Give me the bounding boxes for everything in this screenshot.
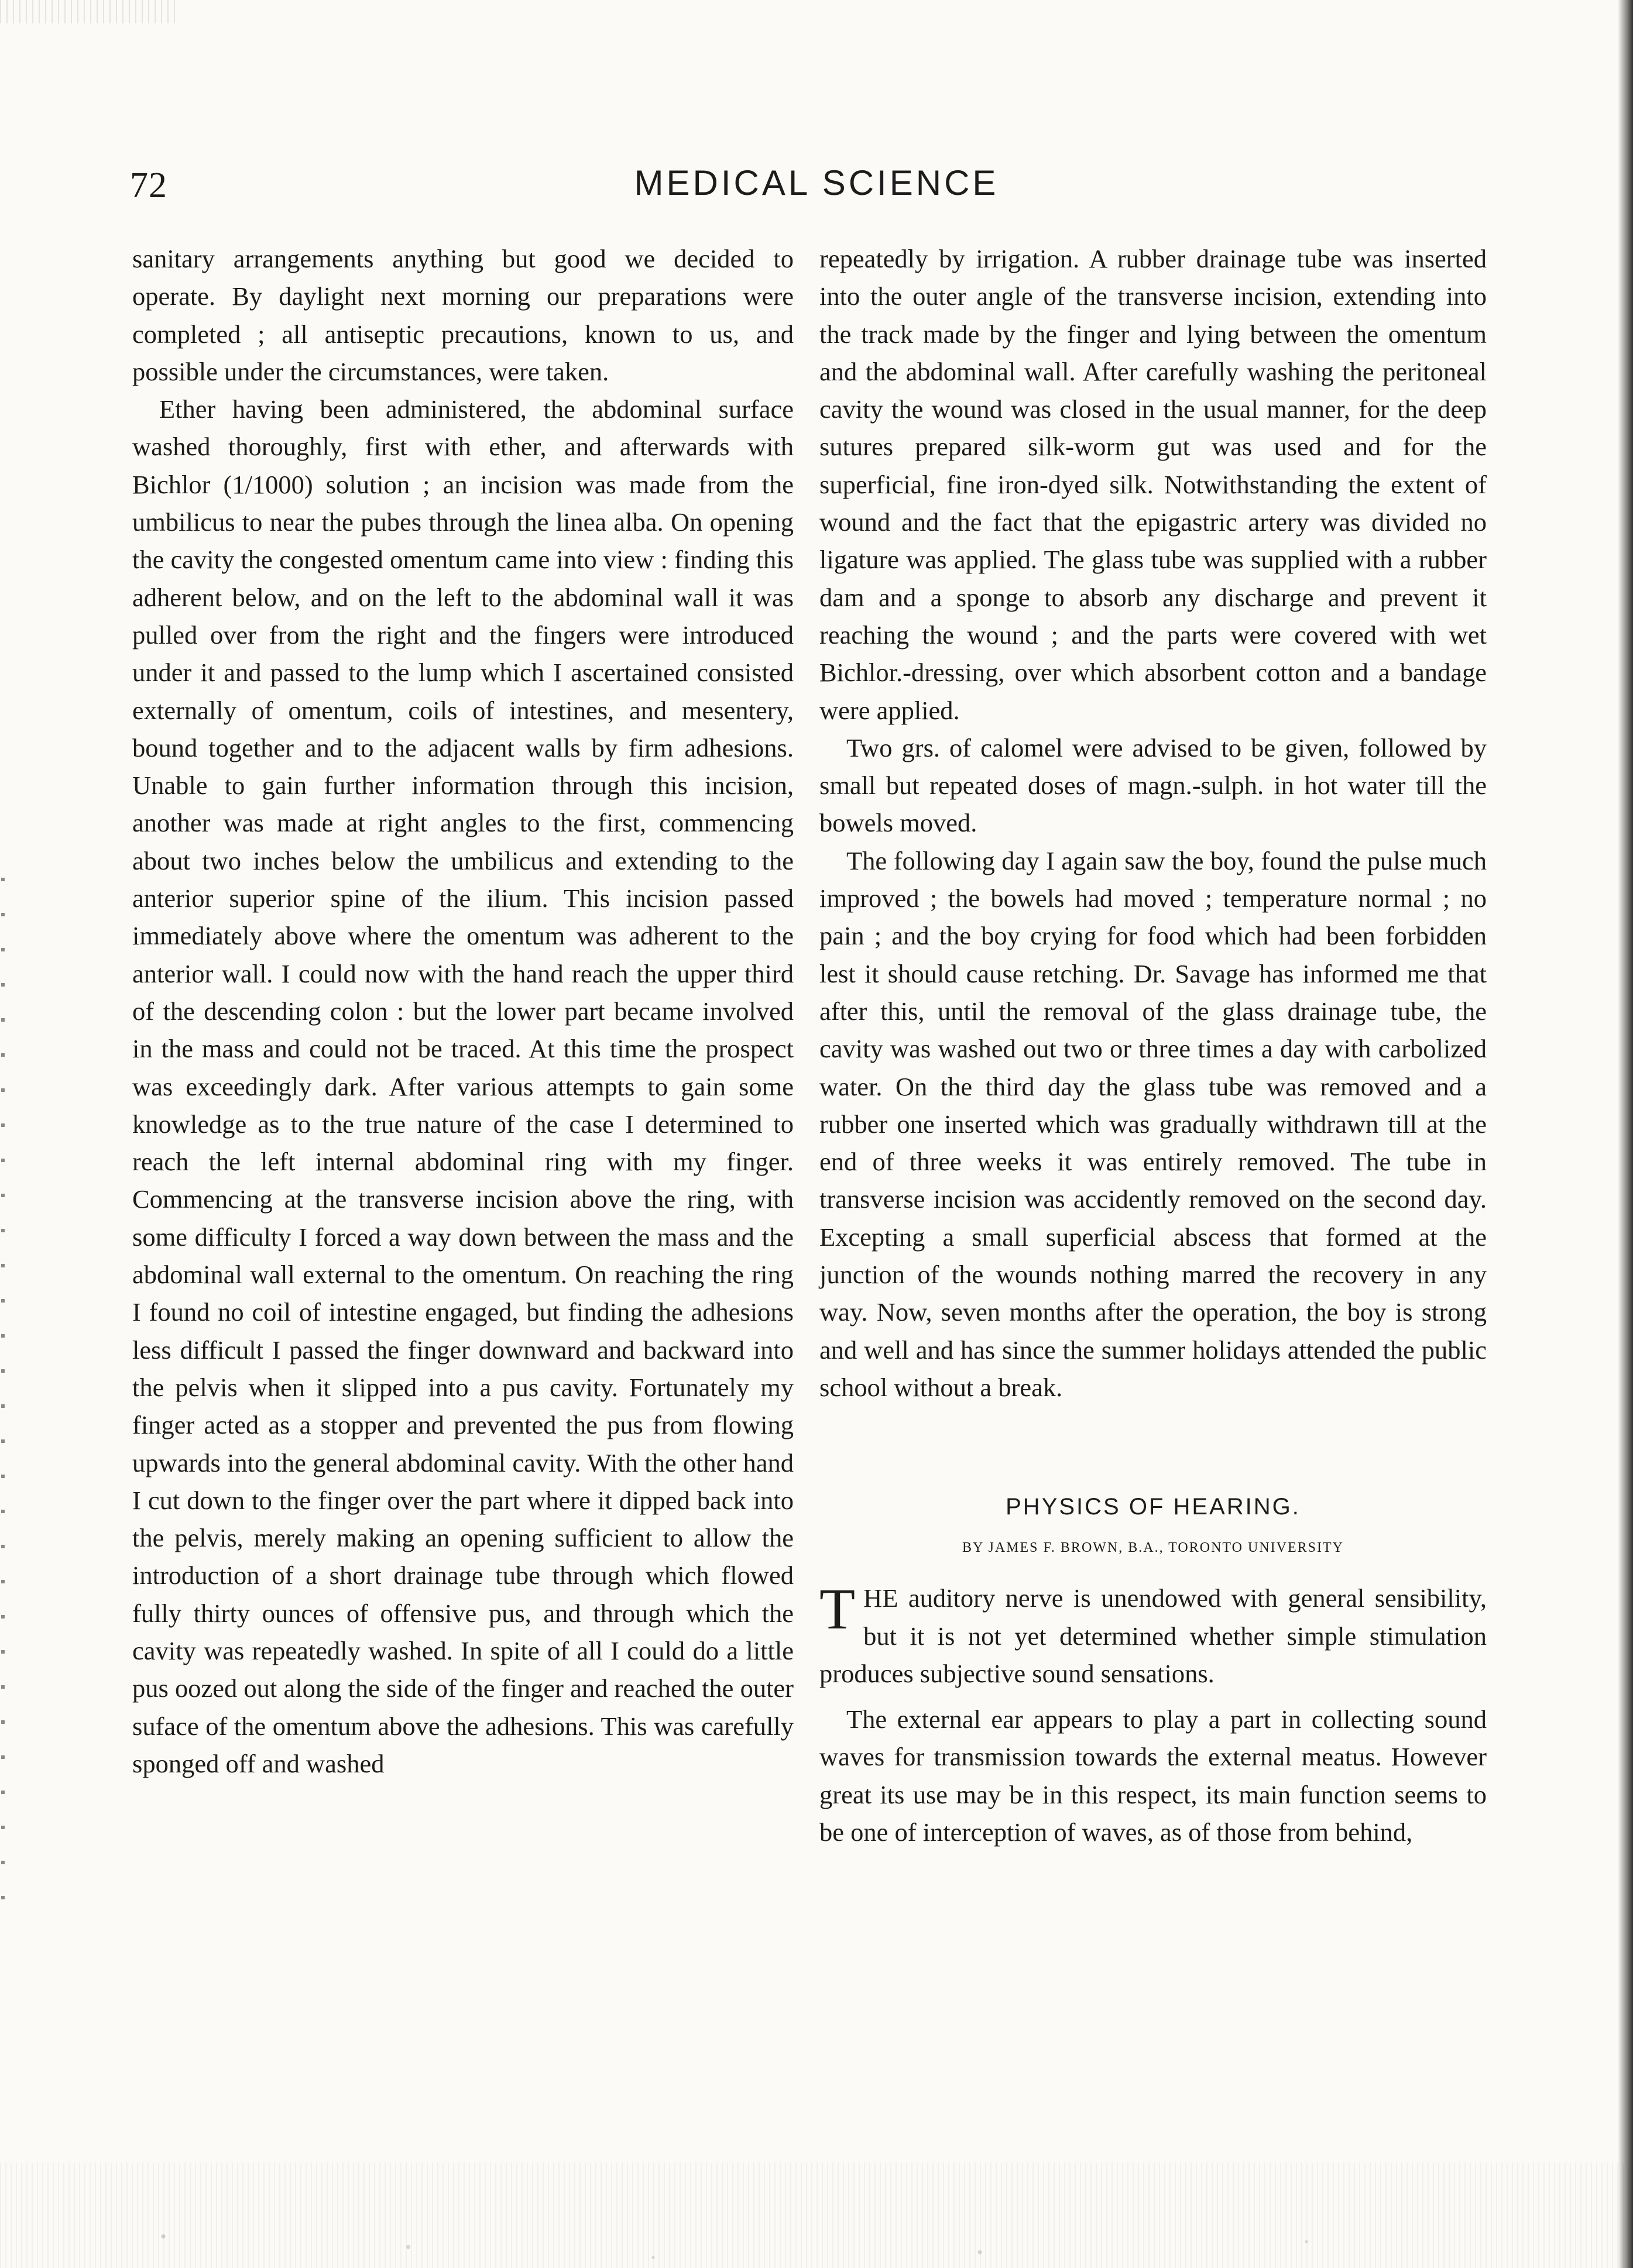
article-paragraph: The external ear appears to play a part in collecting sound waves for transmission towards the external meatus. However great its use may be in this respect, its main function seems to be one of interception of waves, as of those from behind, [819,1705,1487,1847]
article-paragraph-text: HE auditory nerve is unendowed with general sensibility, but it is not yet determined whether simple stimulation produces subjective sound sensations. [819,1583,1487,1688]
drop-cap: T [819,1576,856,1642]
journal-title: MEDICAL SCIENCE [634,163,999,202]
page-number: 72 [130,166,167,205]
left-column [132,240,794,1782]
article-title: PHYSICS OF HEARING. [1006,1494,1301,1520]
paragraph: sanitary arrangements anything but good we decided to operate. By daylight next morning our preparations were completed ; all antiseptic precautions, known to us, and possible under the circumstances, were taken. [132,244,794,386]
paragraph: Ether having been administered, the abdominal surface washed thoroughly, first with ether, and afterwards with Bichlor (1/1000) solution ; an incision was made from the umbilicus to near the pubes through the linea alba. On opening the cavity the congested omentum came into view : finding this adherent below, and on the left to the abdominal wall it was pulled over from the right and the fingers were introduced under it and passed to the lump which I ascertained consisted externally of omentum, coils of intestines, and mesentery, bound together and to the adjacent walls by firm adhesions. Unable to gain further information through this incision, another was made at right angles to the first, commencing about two inches below the umbilicus and extending to the anterior superior spine of the ilium. This incision passed immediately above where the omentum was adherent to the anterior wall. I could now with the hand reach the upper third of the descending colon : but the lower part became involved in the mass and could not be traced. At this time the prospect was exceedingly dark. After various attempts to gain some knowledge as to the true nature of the case I determined to reach the left internal abdominal ring with my finger. Commencing at the transverse incision above the ring, with some difficulty I forced a way down between the mass and the abdominal wall external to the omentum. On reaching the ring I found no coil of intestine engaged, but finding the adhesions less difficult I passed the finger downward and backward into the pelvis when it slipped into a pus cavity. Fortunately my finger acted as a stopper and prevented the pus from flowing upwards into the general abdominal cavity. With the other hand I cut down to the finger over the part where it dipped back into the pelvis, merely making an opening sufficient to allow the introduction of a short drainage tube through which flowed fully thirty ounces of offensive pus, and through which the cavity was repeatedly washed. In spite of all I could do a little pus oozed out along the side of the finger and reached the outer suface of the omentum above the adhesions. This was carefully sponged off and washed [132,394,794,1778]
scan-edge-shadow [1618,0,1633,2268]
article-byline: BY JAMES F. BROWN, B.A., TORONTO UNIVERSITY [962,1540,1344,1556]
paragraph: The following day I again saw the boy, found the pulse much improved ; the bowels had moved ; temperature normal ; no pain ; and the boy crying for food which had been forbidden lest it should cause retching. Dr. Savage has informed me that after this, until the removal of the glass drainage tube, the cavity was washed out two or three times a day with carbolized water. On the third day the glass tube was removed and a rubber one inserted which was gradually withdrawn till at the end of three weeks it was entirely removed. The tube in transverse incision was accidently removed on the second day. Excepting a small superficial abscess that formed at the junction of the wounds nothing marred the recovery in any way. Now, seven months after the operation, the boy is strong and well and has since the summer holidays attended the public school without a break. [819,846,1487,1402]
paragraph: Two grs. of calomel were advised to be given, followed by small but repeated doses of magn.-sulph. in hot water till the bowels moved. [819,733,1487,838]
paragraph: repeatedly by irrigation. A rubber drainage tube was inserted into the outer angle of the transverse incision, extending into the track made by the finger and lying between the omentum and the abdominal wall. After carefully washing the peritoneal cavity the wound was closed in the usual manner, for the deep sutures prepared silk-worm gut was used and for the superficial, fine iron-dyed silk. Notwithstanding the extent of wound and the fact that the epigastric artery was divided no ligature was applied. The glass tube was supplied with a rubber dam and a sponge to absorb any discharge and prevent it reaching the wound ; and the parts were covered with wet Bichlor.-dressing, over which absorbent cotton and a bandage were applied. [819,244,1487,725]
article-paragraph [819,1576,1487,1692]
scan-edge-marks [1,878,5,1931]
scan-noise-top [0,0,176,23]
scan-noise-bottom [0,2163,1633,2268]
right-column [819,240,1487,1851]
